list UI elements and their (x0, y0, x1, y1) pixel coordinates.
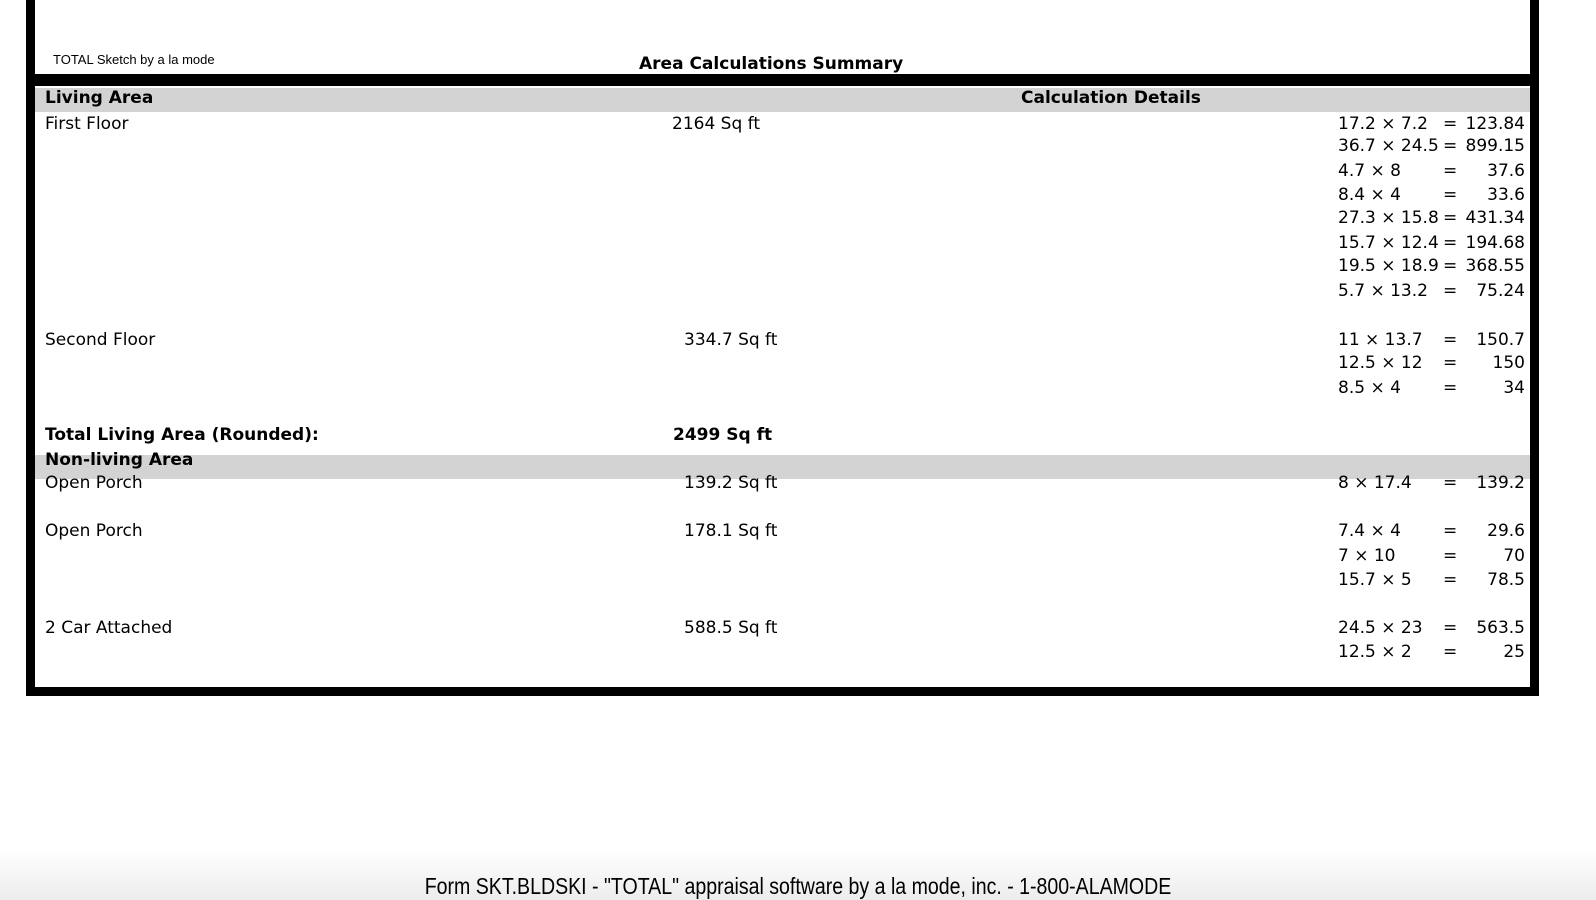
calc-equals: = (1443, 570, 1458, 590)
software-brand: TOTAL Sketch by a la mode (53, 52, 215, 67)
page-title: Area Calculations Summary (639, 54, 904, 74)
calc-result: 368.55 (1465, 256, 1525, 276)
calc-result: 899.15 (1465, 136, 1525, 156)
row-name: Second Floor (45, 330, 156, 350)
calc-expression: 11 × 13.7 (1338, 330, 1423, 350)
calc-result: 75.24 (1476, 281, 1525, 301)
calculation-details-heading: Calculation Details (1021, 88, 1201, 108)
calc-equals: = (1443, 208, 1458, 228)
row-name: First Floor (45, 114, 129, 134)
calc-equals: = (1443, 185, 1458, 205)
calc-equals: = (1443, 136, 1458, 156)
row-name: 2 Car Attached (45, 618, 173, 638)
row-name: Open Porch (45, 473, 143, 493)
calc-expression: 12.5 × 2 (1338, 642, 1412, 662)
calc-equals: = (1443, 281, 1458, 301)
calc-expression: 8.4 × 4 (1338, 185, 1401, 205)
calc-result: 123.84 (1465, 114, 1525, 134)
calc-equals: = (1443, 378, 1458, 398)
calc-result: 150 (1492, 353, 1525, 373)
calc-equals: = (1443, 330, 1458, 350)
living-area-band (35, 88, 1530, 112)
calc-equals: = (1443, 233, 1458, 253)
calc-result: 194.68 (1465, 233, 1525, 253)
calc-expression: 8 × 17.4 (1338, 473, 1412, 493)
row-name: Open Porch (45, 521, 143, 541)
total-living-area-value: 2499 Sq ft (673, 425, 773, 445)
calc-expression: 24.5 × 23 (1338, 618, 1423, 638)
calc-equals: = (1443, 114, 1458, 134)
calc-equals: = (1443, 473, 1458, 493)
calc-result: 431.34 (1465, 208, 1525, 228)
calc-result: 29.6 (1487, 521, 1525, 541)
calc-expression: 7 × 10 (1338, 546, 1396, 566)
calc-result: 150.7 (1476, 330, 1525, 350)
calc-expression: 17.2 × 7.2 (1338, 114, 1428, 134)
calc-expression: 12.5 × 12 (1338, 353, 1423, 373)
calc-expression: 8.5 × 4 (1338, 378, 1401, 398)
calc-result: 34 (1503, 378, 1525, 398)
calc-result: 78.5 (1487, 570, 1525, 590)
calc-result: 563.5 (1476, 618, 1525, 638)
calc-expression: 36.7 × 24.5 (1338, 136, 1439, 156)
calc-expression: 15.7 × 5 (1338, 570, 1412, 590)
calc-expression: 27.3 × 15.8 (1338, 208, 1439, 228)
calc-result: 37.6 (1487, 161, 1525, 181)
summary-frame (26, 80, 1539, 696)
calc-equals: = (1443, 256, 1458, 276)
row-area: 139.2 Sq ft (684, 473, 778, 493)
calc-equals: = (1443, 521, 1458, 541)
calc-equals: = (1443, 161, 1458, 181)
calc-result: 25 (1503, 642, 1525, 662)
calc-equals: = (1443, 546, 1458, 566)
row-area: 178.1 Sq ft (684, 521, 778, 541)
calc-equals: = (1443, 618, 1458, 638)
calc-result: 139.2 (1476, 473, 1525, 493)
calc-expression: 7.4 × 4 (1338, 521, 1401, 541)
form-footer: Form SKT.BLDSKI - "TOTAL" appraisal software by a la mode, inc. - 1-800-ALAMODE (424, 873, 1172, 899)
calc-expression: 15.7 × 12.4 (1338, 233, 1439, 253)
non-living-area-heading: Non-living Area (45, 450, 194, 470)
total-living-area-label: Total Living Area (Rounded): (45, 425, 319, 445)
calc-expression: 4.7 × 8 (1338, 161, 1401, 181)
living-area-heading: Living Area (45, 88, 154, 108)
non-living-area-band (35, 455, 1530, 479)
calc-expression: 5.7 × 13.2 (1338, 281, 1428, 301)
calc-equals: = (1443, 642, 1458, 662)
calc-equals: = (1443, 353, 1458, 373)
row-area: 334.7 Sq ft (684, 330, 778, 350)
calc-result: 33.6 (1487, 185, 1525, 205)
calc-expression: 19.5 × 18.9 (1338, 256, 1439, 276)
row-area: 2164 Sq ft (672, 114, 761, 134)
calc-result: 70 (1503, 546, 1525, 566)
row-area: 588.5 Sq ft (684, 618, 778, 638)
